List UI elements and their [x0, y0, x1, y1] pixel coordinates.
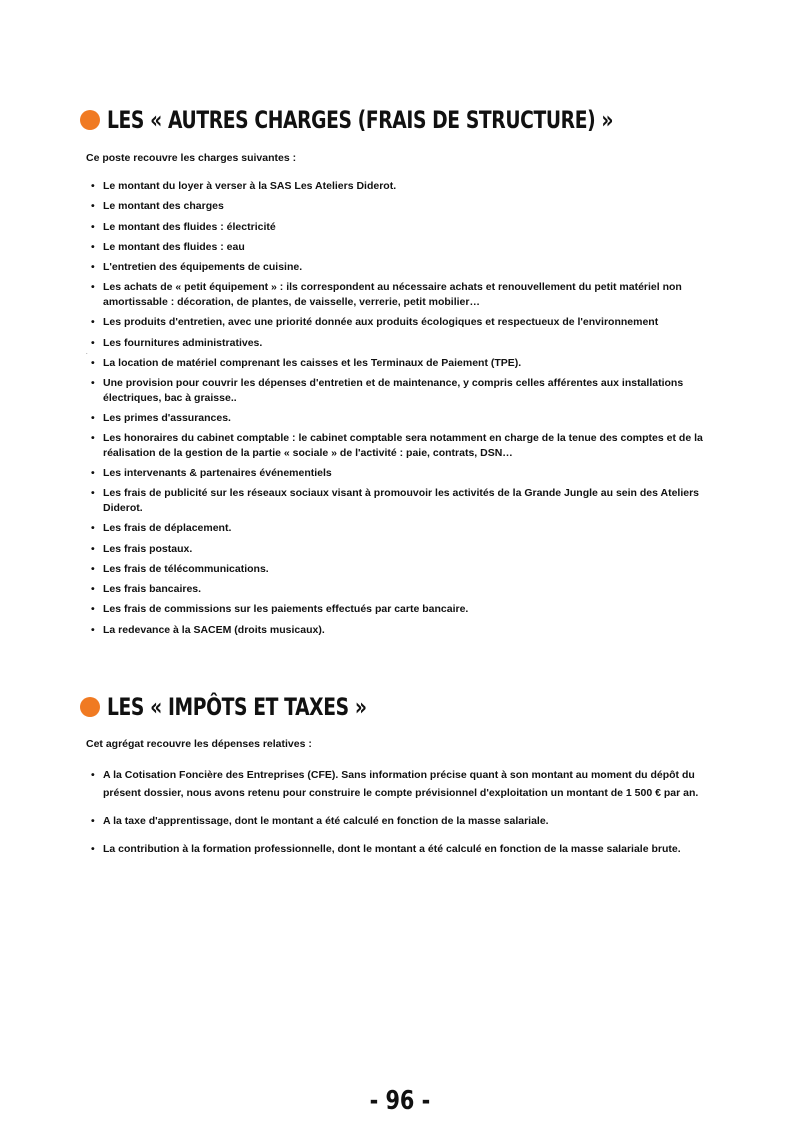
- taxes-list: [86, 766, 726, 868]
- page-number: - 96 -: [369, 1086, 431, 1116]
- orange-bullet-icon: [80, 110, 100, 130]
- list-item: • Les frais bancaires.: [86, 582, 738, 597]
- list-item: • La contribution à la formation professionnelle, dont le montant a été calculé en fonction de la masse salariale brute.: [86, 840, 726, 858]
- list-item: • Le montant des fluides : eau: [86, 240, 738, 255]
- list-item: • Les frais de déplacement.: [86, 521, 738, 536]
- list-item: • Les honoraires du cabinet comptable : le cabinet comptable sera notamment en charge de la tenue des comptes et de la réalisation de la gestion de la partie « sociale » de l'activité : paie, contrats, DSN…: [86, 431, 738, 460]
- list-item: • Les fournitures administratives.: [86, 336, 738, 351]
- list-item: • A la taxe d'apprentissage, dont le montant a été calculé en fonction de la masse salariale.: [86, 812, 726, 830]
- list-item: • Les produits d'entretien, avec une priorité donnée aux produits écologiques et respectueux de l'environnement: [86, 315, 738, 330]
- section-intro: Ce poste recouvre les charges suivantes :: [86, 152, 297, 164]
- list-item: • Une provision pour couvrir les dépenses d'entretien et de maintenance, y compris celles afférentes aux installations électriques, bac à graisse..: [86, 376, 738, 405]
- list-item: • La location de matériel comprenant les caisses et les Terminaux de Paiement (TPE).: [86, 356, 738, 371]
- stray-mark: .: [86, 350, 88, 356]
- list-item: • Les frais postaux.: [86, 542, 738, 557]
- list-item: • Les frais de publicité sur les réseaux sociaux visant à promouvoir les activités de la Grande Jungle au sein des Ateliers Diderot.: [86, 486, 738, 515]
- orange-bullet-icon: [80, 697, 100, 717]
- list-item: • Les frais de télécommunications.: [86, 562, 738, 577]
- list-item: • L'entretien des équipements de cuisine.: [86, 260, 738, 275]
- list-item: • Les primes d'assurances.: [86, 411, 738, 426]
- list-item: • Les intervenants & partenaires événementiels: [86, 466, 738, 481]
- section-heading: [80, 106, 756, 134]
- list-item: • Le montant des fluides : électricité: [86, 220, 738, 235]
- list-item: • Les achats de « petit équipement » : ils correspondent au nécessaire achats et renouvellement du petit matériel non amortissable : décoration, de plantes, de vaisselle, verrerie, petit mobilier…: [86, 280, 738, 309]
- charges-list: [86, 179, 738, 643]
- list-item: • Le montant du loyer à verser à la SAS Les Ateliers Diderot.: [86, 179, 738, 194]
- list-item: • La redevance à la SACEM (droits musicaux).: [86, 623, 738, 638]
- section-intro: Cet agrégat recouvre les dépenses relatives :: [86, 738, 312, 750]
- section-title: LES « AUTRES CHARGES (FRAIS DE STRUCTURE) »: [107, 106, 614, 134]
- list-item: • A la Cotisation Foncière des Entreprises (CFE). Sans information précise quant à son montant au moment du dépôt du présent dossier, nous avons retenu pour construire le compte prévisionnel d'exploitation un montant de 1 500 € par an.: [86, 766, 726, 802]
- list-item: • Le montant des charges: [86, 199, 738, 214]
- list-item: • Les frais de commissions sur les paiements effectués par carte bancaire.: [86, 602, 738, 617]
- section-title: LES « IMPÔTS ET TAXES »: [107, 693, 367, 721]
- section-heading: [80, 693, 440, 721]
